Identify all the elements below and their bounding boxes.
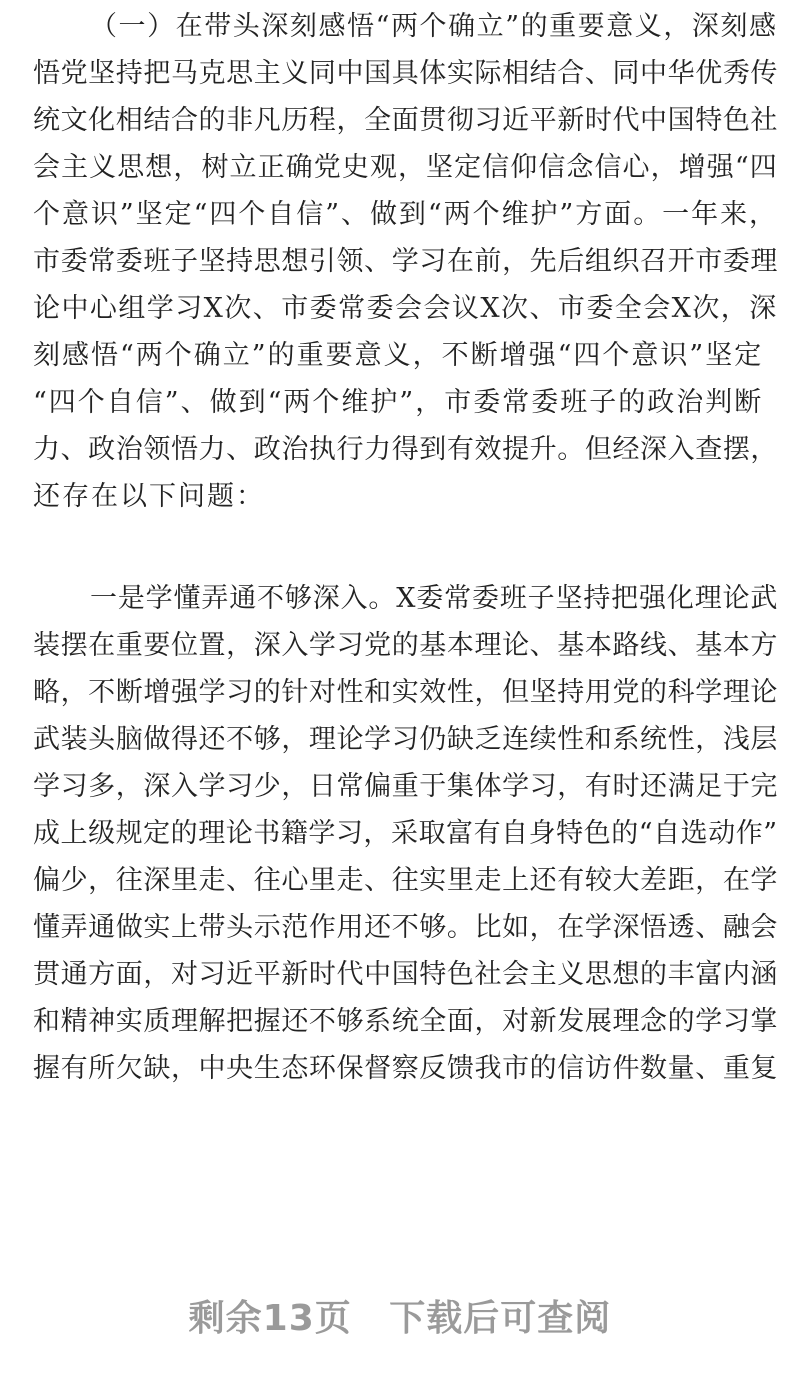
text-line: 成上级规定的理论书籍学习，采取富有自身特色的“自选动作” [33,818,778,849]
text-line: （一）在带头深刻感悟“两个确立”的重要意义，深刻感 [90,11,778,42]
text-line: 刻感悟“两个确立”的重要意义，不断增强“四个意识”坚定 [33,340,764,371]
text-line: 学习多，深入学习少，日常偏重于集体学习，有时还满足于完 [33,771,778,802]
text-line: 论中心组学习X次、市委常委会会议X次、市委全会X次，深 [33,293,778,324]
text-line: 武装头脑做得还不够，理论学习仍缺乏连续性和系统性，浅层 [33,724,778,755]
text-line: 市委常委班子坚持思想引领、学习在前，先后组织召开市委理 [33,246,778,277]
text-line: 贯通方面，对习近平新时代中国特色社会主义思想的丰富内涵 [33,959,778,990]
text-line: 还存在以下问题： [33,481,265,512]
text-line: 会主义思想，树立正确党史观，坚定信仰信念信心，增强“四 [33,152,778,183]
text-line: 和精神实质理解把握还不够系统全面，对新发展理念的学习掌 [33,1006,778,1037]
text-line: 懂弄通做实上带头示范作用还不够。比如，在学深悟透、融会 [33,912,778,943]
text-line: 统文化相结合的非凡历程，全面贯彻习近平新时代中国特色社 [33,105,778,136]
text-line: 装摆在重要位置，深入学习党的基本理论、基本路线、基本方 [33,630,778,661]
text-line: 个意识”坚定“四个自信”、做到“两个维护”方面。一年来， [33,199,779,230]
text-line: 握有所欠缺，中央生态环保督察反馈我市的信访件数量、重复 [33,1053,778,1084]
text-line: 悟党坚持把马克思主义同中国具体实际相结合、同中华优秀传 [33,58,778,89]
text-line: “四个自信”、做到“两个维护”，市委常委班子的政治判断 [33,387,764,418]
text-line: 偏少，往深里走、往心里走、往实里走上还有较大差距，在学 [33,865,778,896]
remaining-pages-notice: 剩余13页 下载后可查阅 [188,1298,612,1339]
text-line: 略，不断增强学习的针对性和实效性，但坚持用党的科学理论 [33,677,778,708]
text-line: 力、政治领悟力、政治执行力得到有效提升。但经深入查摆， [33,434,778,465]
text-line: 一是学懂弄通不够深入。X委常委班子坚持把强化理论武 [90,583,779,614]
